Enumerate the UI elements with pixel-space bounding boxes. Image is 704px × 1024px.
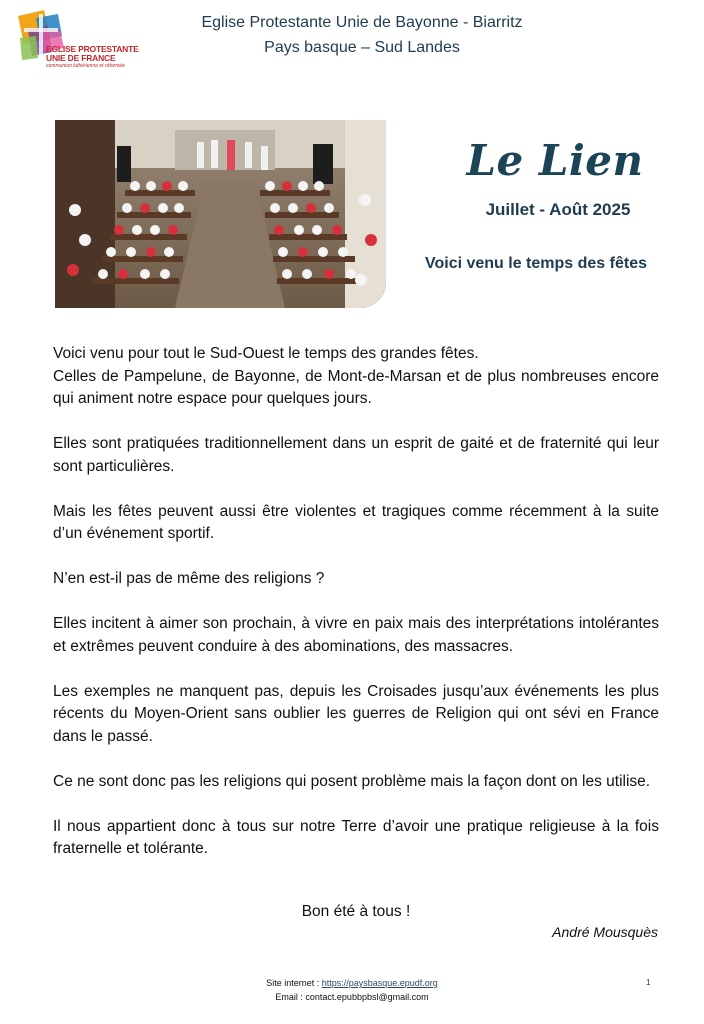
website-link[interactable]: https://paysbasque.epudf.org <box>321 978 438 988</box>
paragraph-8: Il nous appartient donc à tous sur notre Terre d’avoir une pratique religieuse à la fois fraternelle et tolérante. <box>53 817 659 857</box>
logo-text-line3: communion luthérienne et réformée <box>46 63 125 69</box>
logo-text-line1: EGLISE PROTESTANTE <box>46 44 139 54</box>
footer-email-label: Email : <box>275 992 306 1002</box>
logo-text-line2: UNIE DE FRANCE <box>46 53 116 63</box>
email-address[interactable]: contact.epubbpbsl@gmail.com <box>305 992 429 1002</box>
paragraph-1-line1: Voici venu pour tout le Sud-Ouest le temps des grandes fêtes. <box>53 345 479 362</box>
footer-website-line <box>180 976 524 990</box>
header-title-line1: Eglise Protestante Unie de Bayonne - Biarritz <box>201 14 523 31</box>
paragraph-3: Mais les fêtes peuvent aussi être violentes et tragiques comme récemment à la suite d’un événement sportif. <box>53 502 659 542</box>
church-logo <box>14 8 144 74</box>
article-body <box>53 343 659 861</box>
paragraph-5: Elles incitent à aimer son prochain, à vivre en paix mais des interprétations intolérantes et extrêmes peuvent conduire à des abominations, des massacres. <box>53 615 659 655</box>
photo-illustration-icon <box>55 120 386 308</box>
newsletter-subtitle: Voici venu le temps des fêtes <box>424 255 647 272</box>
page-footer <box>180 976 524 1004</box>
paragraph-7: Ce ne sont donc pas les religions qui posent problème mais la façon dont on les utilise. <box>53 772 651 790</box>
newsletter-date: Juillet - Août 2025 <box>485 200 631 219</box>
paragraph-2: Elles sont pratiquées traditionnellement dans un esprit de gaité et de fraternité qui leur sont particulières. <box>53 435 659 475</box>
church-concert-photo <box>55 120 386 308</box>
paragraph-4: N’en est-il pas de même des religions ? <box>53 570 325 587</box>
paragraph-6: Les exemples ne manquent pas, depuis les Croisades jusqu’aux événements les plus récents du Moyen-Orient sans oublier les guerres de Religion qui ont sévi en France dans le passé. <box>53 682 659 745</box>
page-number: 1 <box>646 978 651 987</box>
paragraph-1-rest: Celles de Pampelune, de Bayonne, de Mont-de-Marsan et de plus nombreuses encore qui animent notre espace pour quelques jours. <box>53 367 659 407</box>
footer-email-line <box>180 990 524 1004</box>
newsletter-title: Le Lien <box>466 136 644 185</box>
closing-greeting: Bon été à tous ! <box>301 903 411 920</box>
paragraph-1 <box>53 343 659 411</box>
header-title-line2: Pays basque – Sud Landes <box>264 39 460 56</box>
footer-site-label: Site internet : <box>266 978 322 988</box>
author-signature: André Mousquès <box>552 924 658 940</box>
